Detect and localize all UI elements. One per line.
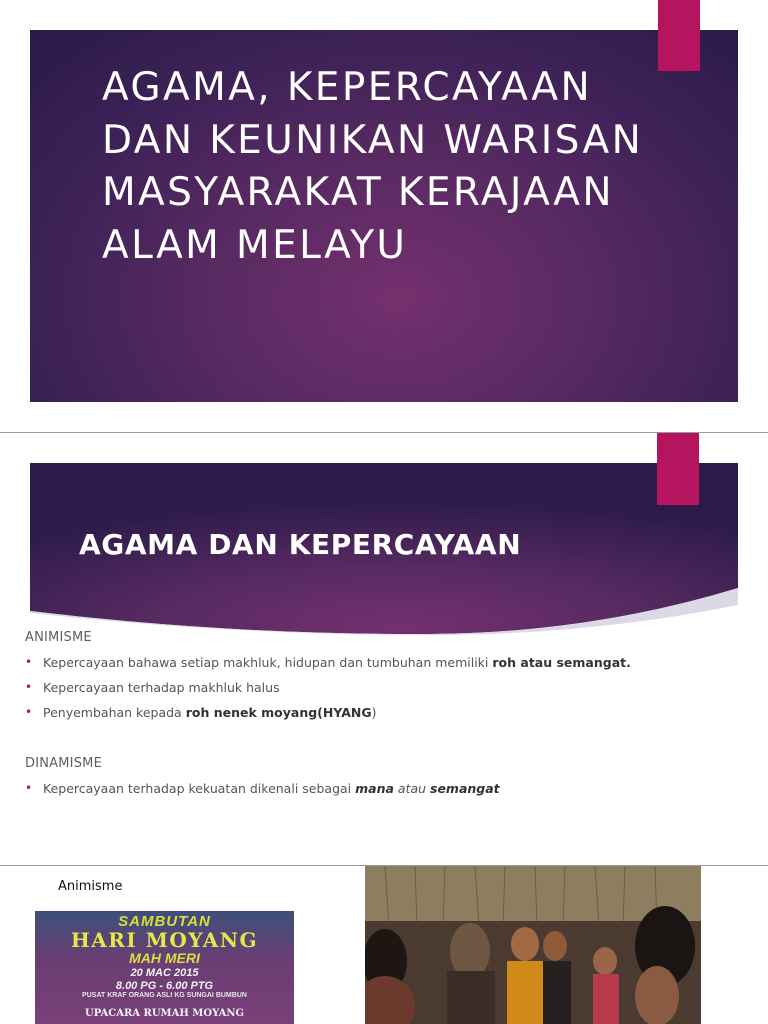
title-line: AGAMA, KEPERCAYAAN [102, 65, 593, 110]
slide-2 [0, 433, 768, 865]
bullet-bold: mana [355, 781, 394, 796]
bullet-text: Kepercayaan terhadap kekuatan dikenali sebagai [43, 781, 356, 796]
bullet-bold: semangat [430, 781, 500, 796]
bullet-item [43, 680, 280, 695]
poster-text: HARI MOYANG [70, 928, 259, 952]
bullet-bold: roh atau semangat. [492, 655, 631, 670]
title-line: MASYARAKAT KERAJAAN [102, 170, 614, 215]
bullet-bold: roh nenek moyang(HYANG [185, 705, 372, 720]
bullet-text: Penyembahan kepada [43, 705, 186, 720]
bullet-item [43, 705, 376, 720]
event-poster-image [35, 911, 294, 1024]
poster-text: 20 MAC 2015 [130, 967, 199, 979]
bullet-italic: atau [393, 781, 430, 796]
bullet-item [43, 781, 500, 796]
ceremony-photo [365, 866, 701, 1024]
bullet-text: Kepercayaan terhadap makhluk halus [43, 680, 280, 695]
slide-2-title: AGAMA DAN KEPERCAYAAN [79, 528, 522, 561]
poster-text: UPACARA RUMAH MOYANG [84, 1008, 245, 1019]
slide-1-title [102, 62, 682, 272]
accent-bar [657, 433, 699, 505]
bullet-tail: ) [371, 705, 377, 720]
section-heading-dinamisme: DINAMISME [25, 756, 102, 771]
bullet-text: Kepercayaan bahawa setiap makhluk, hidupan dan tumbuhan memiliki [43, 655, 493, 670]
bullet-item [43, 655, 631, 670]
poster-text: 8.00 PG - 6.00 PTG [115, 980, 214, 992]
slide-3 [0, 866, 768, 1024]
accent-bar [658, 0, 700, 71]
title-line: ALAM MELAYU [102, 222, 408, 268]
poster-text: PUSAT KRAF ORANG ASLI KG SUNGAI BUMBUN [82, 992, 247, 999]
poster-text: SAMBUTAN [118, 913, 211, 930]
section-heading-animisme: ANIMISME [25, 630, 92, 645]
ceremony-photo-illustration [365, 866, 701, 1024]
poster-text: MAH MERI [129, 950, 200, 966]
slide-1 [0, 0, 768, 432]
title-line: DAN KEUNIKAN WARISAN [102, 117, 644, 163]
slide-3-label: Animisme [58, 879, 123, 894]
